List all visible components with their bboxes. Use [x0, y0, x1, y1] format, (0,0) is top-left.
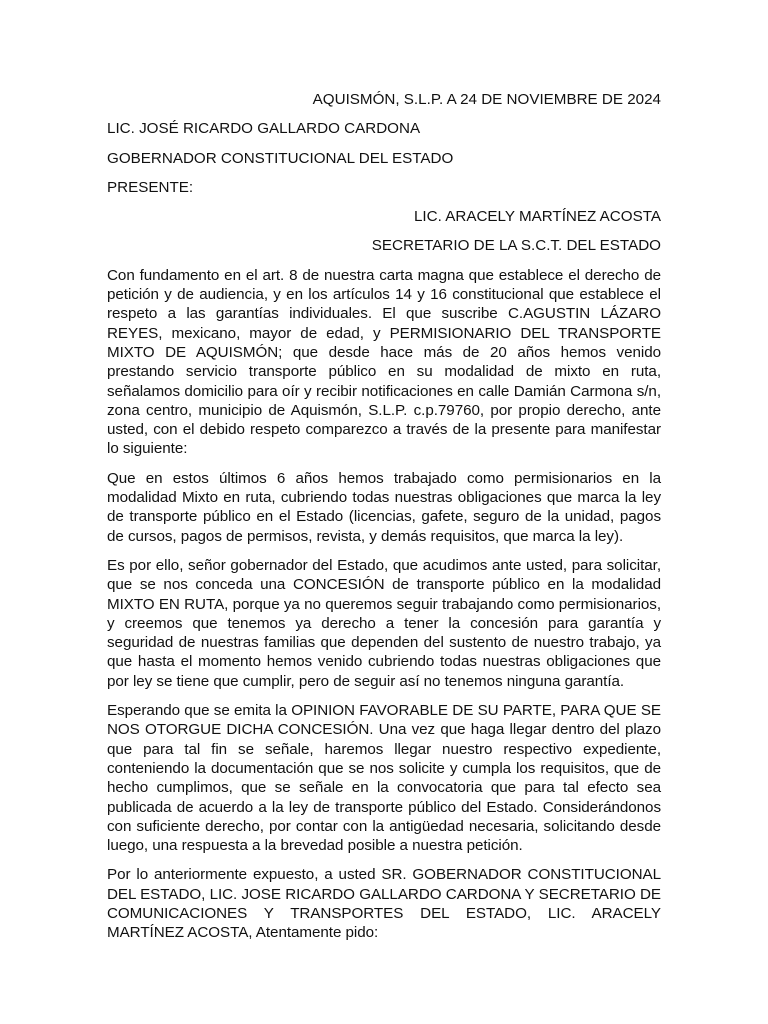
cc-name: LIC. ARACELY MARTÍNEZ ACOSTA [413, 208, 661, 226]
body-paragraph-5: Por lo anteriormente expuesto, a usted SR. GOBERNADOR CONSTITUCIONAL DEL ESTADO, LIC. JOSE RICARDO GALLARDO CARDONA Y SECRETARIO DE COMUNICACIONES Y TRANSPORTES DEL ESTADO, LIC. ARACELY MARTÍNEZ ACOSTA, Atentamente pido: [107, 866, 661, 942]
body-paragraph-1: Con fundamento en el art. 8 de nuestra carta magna que establece el derecho de petición y de audiencia, y en los artículos 14 y 16 constitucional que establece el respeto a las garantías individuales. El que suscribe C.AGUSTIN LÁZARO REYES, mexicano, mayor de edad, y PERMISIONARIO DEL TRANSPORTE MIXTO DE AQUISMÓN; que desde hace más de 20 años hemos venido prestando servicio transporte público en su modalidad de mixto en ruta, señalamos domicilio para oír y recibir notificaciones en calle Damián Carmona s/n, zona centro, municipio de Aquismón, S.L.P. c.p.79760, por propio derecho, ante usted, con el debido respeto comparezco a través de la presente para manifestar lo siguiente: [107, 266, 661, 458]
letter-page [107, 90, 661, 953]
body-paragraph-3: Es por ello, señor gobernador del Estado, que acudimos ante usted, para solicitar, que se nos conceda una CONCESIÓN de transporte público en la modalidad MIXTO EN RUTA, porque ya no queremos seguir trabajando como permisionarios, y creemos que tenemos ya derecho a tener la concesión para garantía y seguridad de nuestras familias que dependen del sustento de nuestro trabajo, ya que hasta el momento hemos venido cubriendo todas nuestras obligaciones que por ley se tiene que cumplir, pero de seguir así no tenemos ninguna garantía. [107, 556, 661, 690]
recipient-title: GOBERNADOR CONSTITUCIONAL DEL ESTADO [107, 149, 454, 167]
cc-title: SECRETARIO DE LA S.C.T. DEL ESTADO [371, 237, 661, 255]
body-paragraph-4: Esperando que se emita la OPINION FAVORABLE DE SU PARTE, PARA QUE SE NOS OTORGUE DICHA CONCESIÓN. Una vez que haga llegar dentro del plazo que para tal fin se señale, haremos llegar nuestro respectivo expediente, conteniendo la documentación que se nos solicite y cumpla los requisitos, que de hecho cumplimos, que se señale en la convocatoria que para tal efecto sea publicada de acuerdo a la ley de transporte público del Estado. Considerándonos con suficiente derecho, por contar con la antigüedad necesaria, solicitando desde luego, una respuesta a la brevedad posible a nuestra petición. [107, 702, 661, 855]
body-paragraph-2: Que en estos últimos 6 años hemos trabajado como permisionarios en la modalidad Mixto en ruta, cubriendo todas nuestras obligaciones que marca la ley de transporte público en el Estado (licencias, gafete, seguro de la unidad, pagos de cursos, pagos de permisos, revista, y demás requisitos, que marca la ley). [107, 469, 661, 545]
salutation: PRESENTE: [107, 178, 194, 196]
date-line: AQUISMÓN, S.L.P. A 24 DE NOVIEMBRE DE 2024 [312, 91, 661, 108]
recipient-name: LIC. JOSÉ RICARDO GALLARDO CARDONA [107, 120, 421, 138]
